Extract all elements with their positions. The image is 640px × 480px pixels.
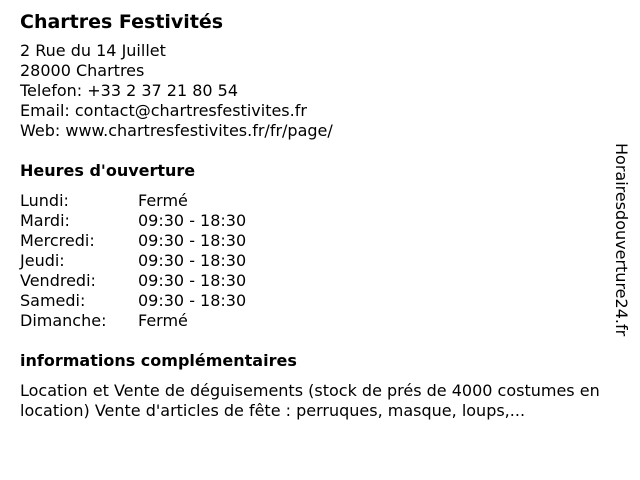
phone-number: Telefon: +33 2 37 21 80 54	[20, 81, 239, 100]
hours-row-jeudi	[20, 251, 620, 271]
hours-day: Mardi:	[20, 211, 70, 230]
hours-time: Fermé	[138, 191, 188, 210]
site-watermark: Horairesdouverture24.fr	[612, 143, 631, 337]
hours-row-mardi	[20, 211, 620, 231]
hours-time: 09:30 - 18:30	[138, 251, 247, 270]
additional-info-heading: informations complémentaires	[20, 351, 297, 370]
hours-day: Jeudi:	[20, 251, 65, 270]
hours-row-mercredi	[20, 231, 620, 251]
hours-day: Vendredi:	[20, 271, 96, 290]
hours-day: Mercredi:	[20, 231, 95, 250]
hours-row-samedi	[20, 291, 620, 311]
opening-hours-table	[20, 191, 620, 331]
hours-row-lundi	[20, 191, 620, 211]
hours-time: 09:30 - 18:30	[138, 211, 247, 230]
hours-time: 09:30 - 18:30	[138, 231, 247, 250]
website-url: Web: www.chartresfestivites.fr/fr/page/	[20, 121, 333, 140]
hours-time: Fermé	[138, 311, 188, 330]
address-street: 2 Rue du 14 Juillet	[20, 41, 166, 60]
business-card	[20, 10, 620, 421]
business-name: Chartres Festivités	[20, 11, 224, 33]
address-city: 28000 Chartres	[20, 61, 145, 80]
watermark-container	[611, 135, 631, 345]
hours-day: Lundi:	[20, 191, 69, 210]
hours-row-dimanche	[20, 311, 620, 331]
email-address: Email: contact@chartresfestivites.fr	[20, 101, 307, 120]
additional-info-text: Location et Vente de déguisements (stock de prés de 4000 costumes en location) Vente d'articles de fête : perruques, masque, loups,...	[20, 381, 600, 420]
hours-time: 09:30 - 18:30	[138, 271, 247, 290]
hours-time: 09:30 - 18:30	[138, 291, 247, 310]
hours-row-vendredi	[20, 271, 620, 291]
contact-block	[20, 41, 620, 141]
hours-day: Dimanche:	[20, 311, 107, 330]
hours-day: Samedi:	[20, 291, 86, 310]
opening-hours-heading: Heures d'ouverture	[20, 161, 196, 180]
